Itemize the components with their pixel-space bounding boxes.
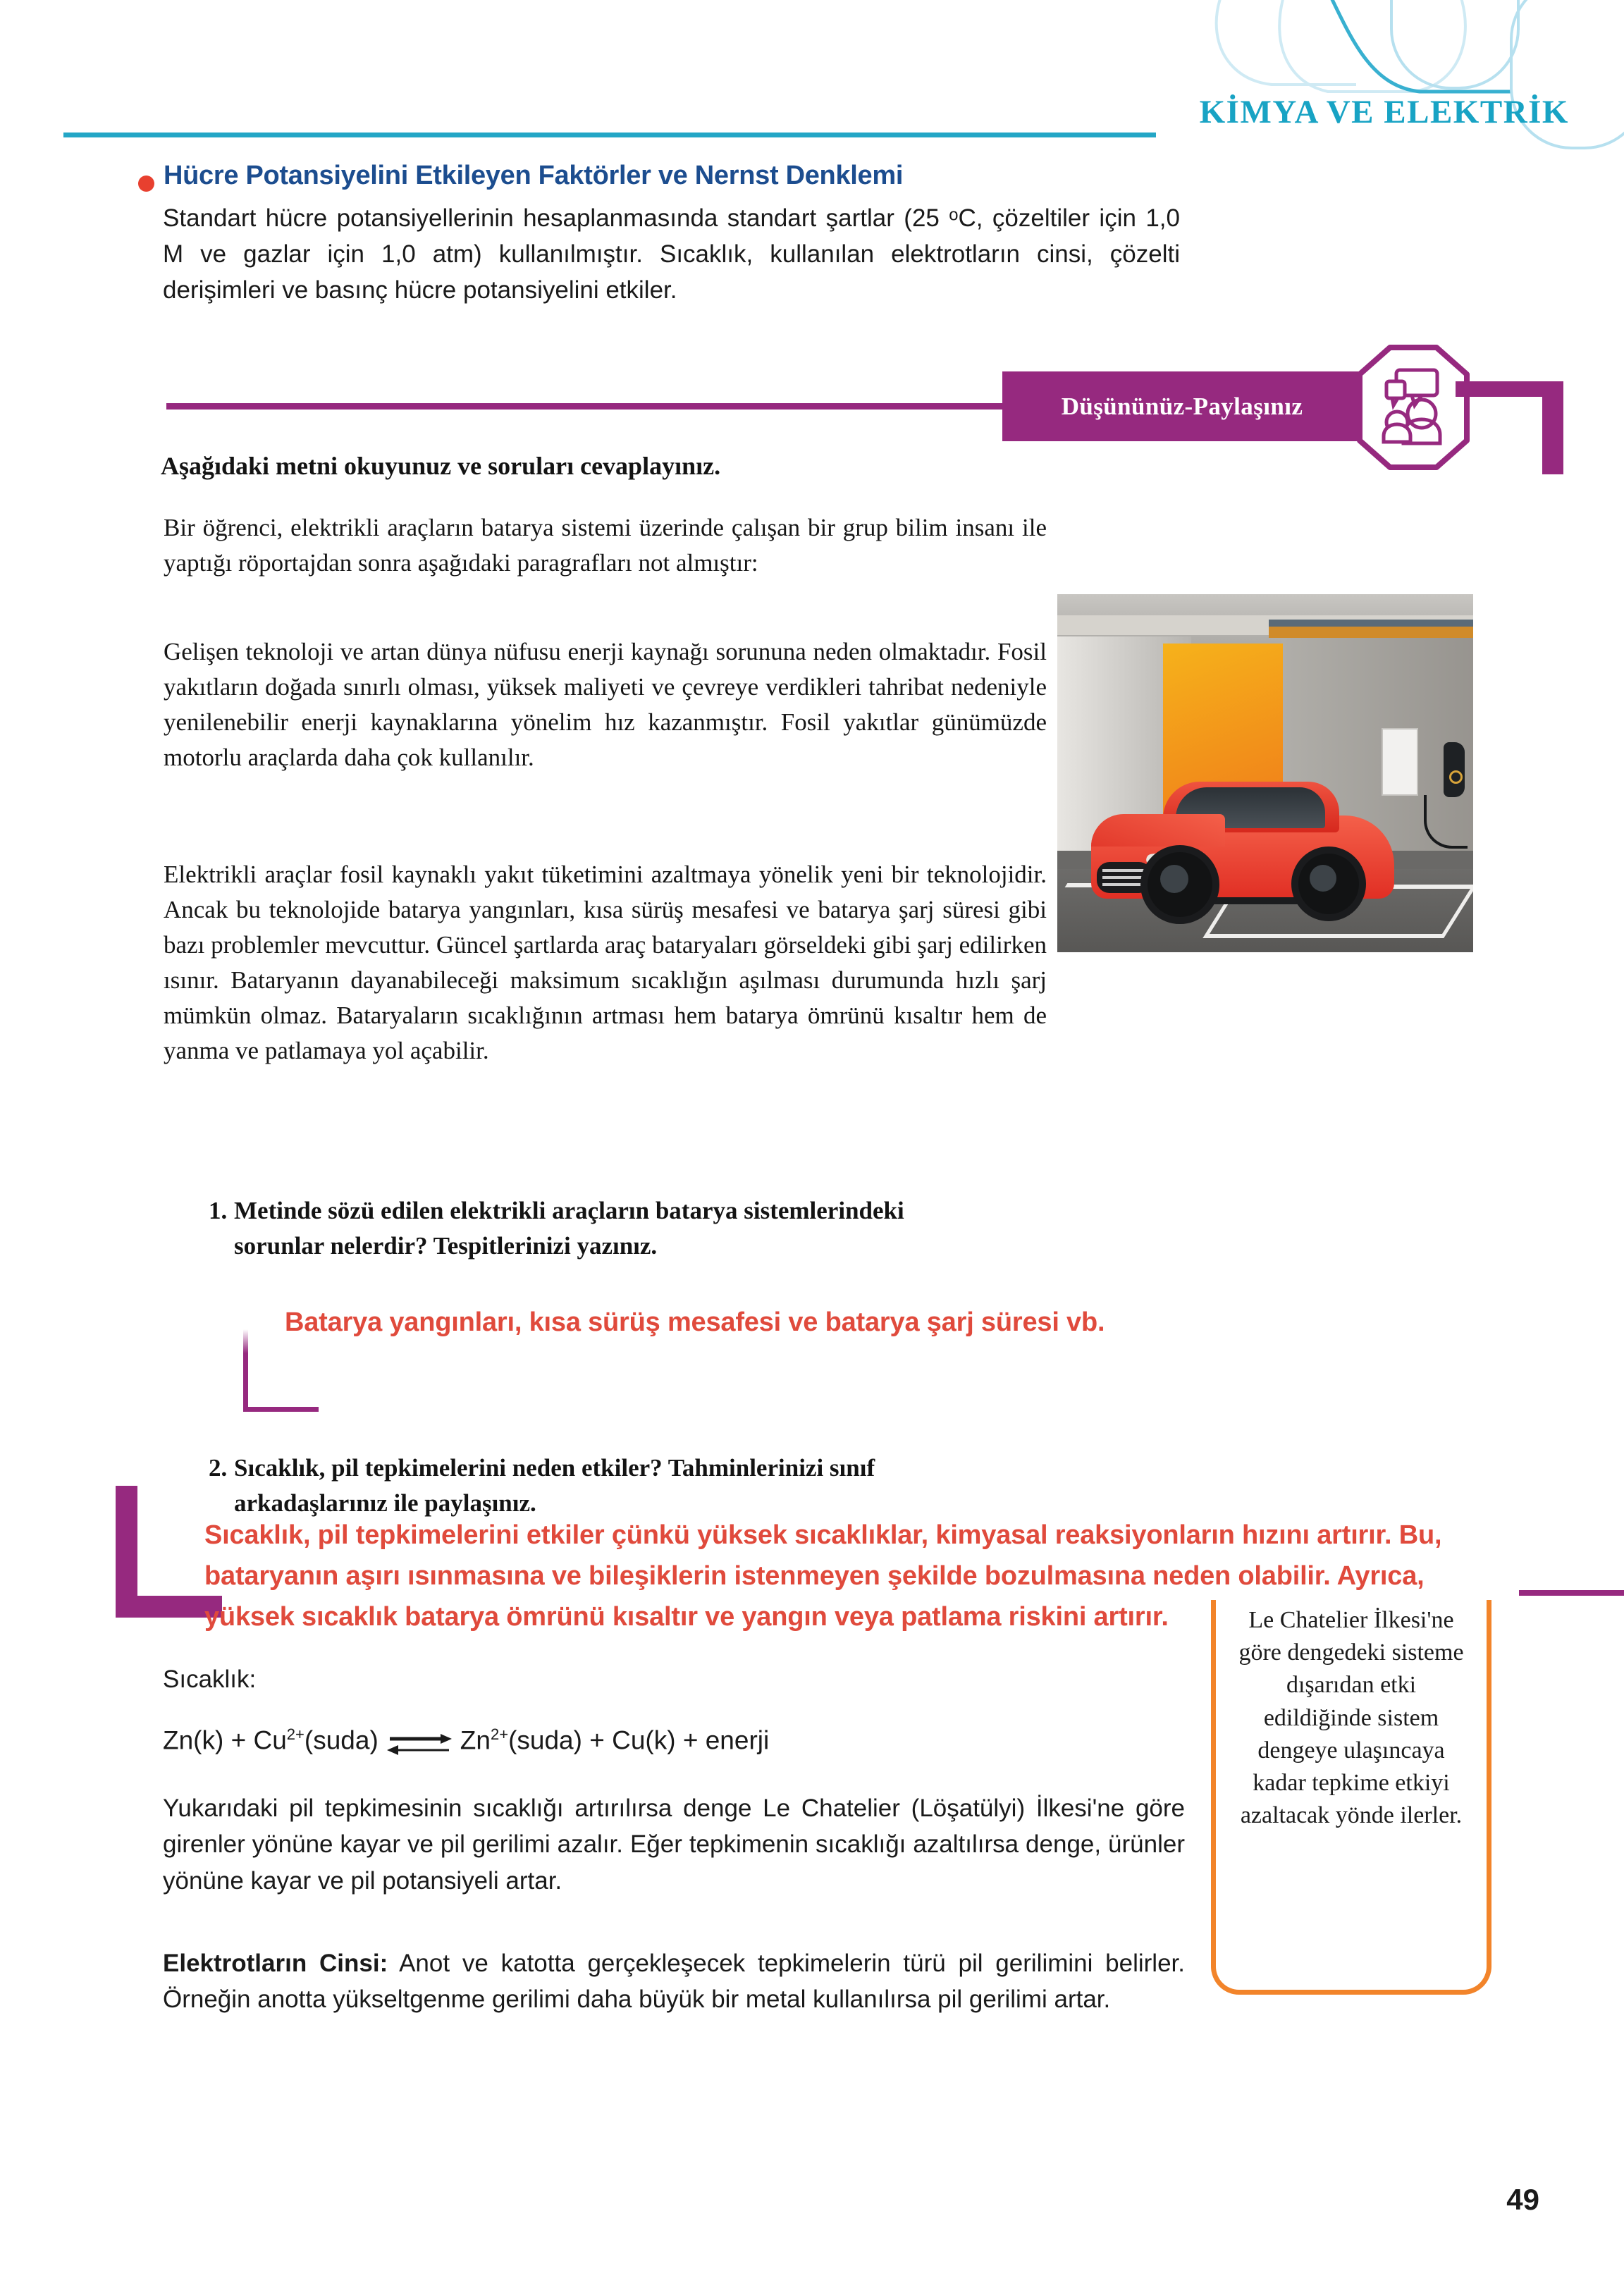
activity-rule: [166, 403, 1009, 410]
discussion-people-icon: [1357, 345, 1470, 470]
unit-title: KİMYA VE ELEKTRİK: [1199, 94, 1569, 130]
bullet-dot-icon: [138, 176, 154, 192]
question-2-number: 2.: [209, 1454, 228, 1482]
reading-paragraph-2: Gelişen teknoloji ve artan dünya nüfusu enerji kaynağı sorununa neden olmaktadır. Fosil yakıtların doğada sınırlı olması, yüksek maliyeti ve çevreye verdikleri tahribat nedeniyle yenilenebilir enerji kaynaklarına yönelim hız kazanmıştır. Fosil yakıtlar günümüzde motorlu araçlarda daha çok kullanılır.: [164, 638, 1047, 772]
equation-left: Zn(k) + Cu: [163, 1725, 287, 1755]
reading-instruction: Aşağıdaki metni okuyunuz ve soruları cevaplayınız.: [161, 452, 721, 480]
question-2: [209, 1451, 1195, 1520]
decoration-rule-right: [1519, 1590, 1624, 1596]
question-1-line1: Metinde sözü edilen elektrikli araçların batarya sistemlerindeki: [234, 1197, 904, 1224]
activity-badge-label: Düşününüz-Paylaşınız: [1061, 392, 1303, 420]
electrode-label: Elektrotların Cinsi:: [163, 1950, 388, 1977]
question-1: [209, 1193, 1195, 1263]
badge-bracket-vertical: [1542, 381, 1563, 474]
answer-1-text: Batarya yangınları, kısa sürüş mesafesi ve batarya şarj süresi vb.: [285, 1307, 1105, 1337]
reading-paragraph-3: Elektrikli araçlar fosil kaynaklı yakıt tüketimini azaltmaya yönelik yeni bir teknolojidir. Ancak bu teknolojide batarya yangınları, kısa sürüş mesafesi ve batarya şarj süresi gibi bazı problemler mevcuttur. Güncel şartlarda araç bataryaları görseldeki gibi şarj edilirken ısınır. Bataryanın dayanabileceği maksimum sıcaklığın aşılması durumunda hızlı şarj mümkün olmaz. Bataryaların sıcaklığının artması hem batarya ömrünü kısaltır hem de yanma ve patlamaya yol açabilir.: [164, 861, 1047, 1065]
decoration-bracket-thin: [243, 1353, 319, 1412]
chemistry-equation: [163, 1725, 769, 1755]
section-intro-paragraph: Standart hücre potansiyellerinin hesaplanmasında standart şartlar (25 ᵒC, çözeltiler için 1,0 M ve gazlar için 1,0 atm) kullanılmıştır. Sıcaklık, kullanılan elektrotların cinsi, çözelti derişimleri ve basınç hücre potansiyelini etkiler.: [163, 204, 1180, 304]
answer-2-text: Sıcaklık, pil tepkimelerini etkiler çünkü yüksek sıcaklıklar, kimyasal reaksiyonların hızını artırır. Bu, bataryanın aşırı ısınmasına ve bileşiklerin istenmeyen şekilde bozulmasına neden olabilir. Ayrıca, yüksek sıcaklık batarya ömrünü kısaltır ve yangın veya patlama riskini artırır.: [204, 1520, 1442, 1632]
equilibrium-arrow-icon: [386, 1732, 453, 1753]
equation-right-charge: 2+: [490, 1725, 509, 1743]
electric-car-charging-photo: [1057, 594, 1473, 952]
question-1-line2: sorunlar nelerdir? Tespitlerinizi yazınız.: [234, 1231, 658, 1260]
reading-paragraph-1: Bir öğrenci, elektrikli araçların batarya sistemi üzerinde çalışan bir grup bilim insanı ile yaptığı röportajdan sonra aşağıdaki paragrafları not almıştır:: [164, 514, 1047, 577]
electrode-text: Anot ve katotta gerçekleşecek tepkimelerin türü pil gerilimini belirler. Örneğin anotta yükseltgenme gerilimi daha büyük bir metal kullanılırsa pil gerilimi artar.: [163, 1950, 1185, 2014]
page-number: 49: [1506, 2183, 1539, 2216]
equation-right-state: (suda) + Cu(k) + enerji: [508, 1725, 770, 1755]
question-2-line1: Sıcaklık, pil tepkimelerini neden etkiler? Tahminlerinizi sınıf: [234, 1454, 875, 1482]
bottom-paragraph-lechatelier: Yukarıdaki pil tepkimesinin sıcaklığı artırılırsa denge Le Chatelier (Löşatülyi) İlkesi'ne göre girenler yönüne kayar ve pil gerilimi azalır. Eğer tepkimenin sıcaklığı azaltılırsa denge, ürünler yönüne kayar ve pil potansiyeli artar.: [163, 1795, 1185, 1895]
equation-right: Zn: [460, 1725, 491, 1755]
question-2-line2: arkadaşlarınız ile paylaşınız.: [234, 1489, 536, 1517]
info-sidebox: [1211, 1600, 1491, 1995]
equation-left-state: (suda): [304, 1725, 379, 1755]
header-rule: [63, 133, 1156, 137]
equation-left-charge: 2+: [286, 1725, 304, 1743]
question-1-number: 1.: [209, 1197, 228, 1224]
bottom-paragraph-electrodes: [163, 1945, 1185, 2018]
info-sidebox-text: Le Chatelier İlkesi'ne göre dengedeki sisteme dışarıdan etki edildiğinde sistem dengeye ulaşıncaya kadar tepkime etkiyi azaltacak yönde ilerler.: [1238, 1607, 1464, 1829]
chemistry-label: Sıcaklık:: [163, 1666, 257, 1693]
activity-badge: [1002, 371, 1362, 441]
section-heading: Hücre Potansiyelini Etkileyen Faktörler ve Nernst Denklemi: [164, 161, 904, 190]
